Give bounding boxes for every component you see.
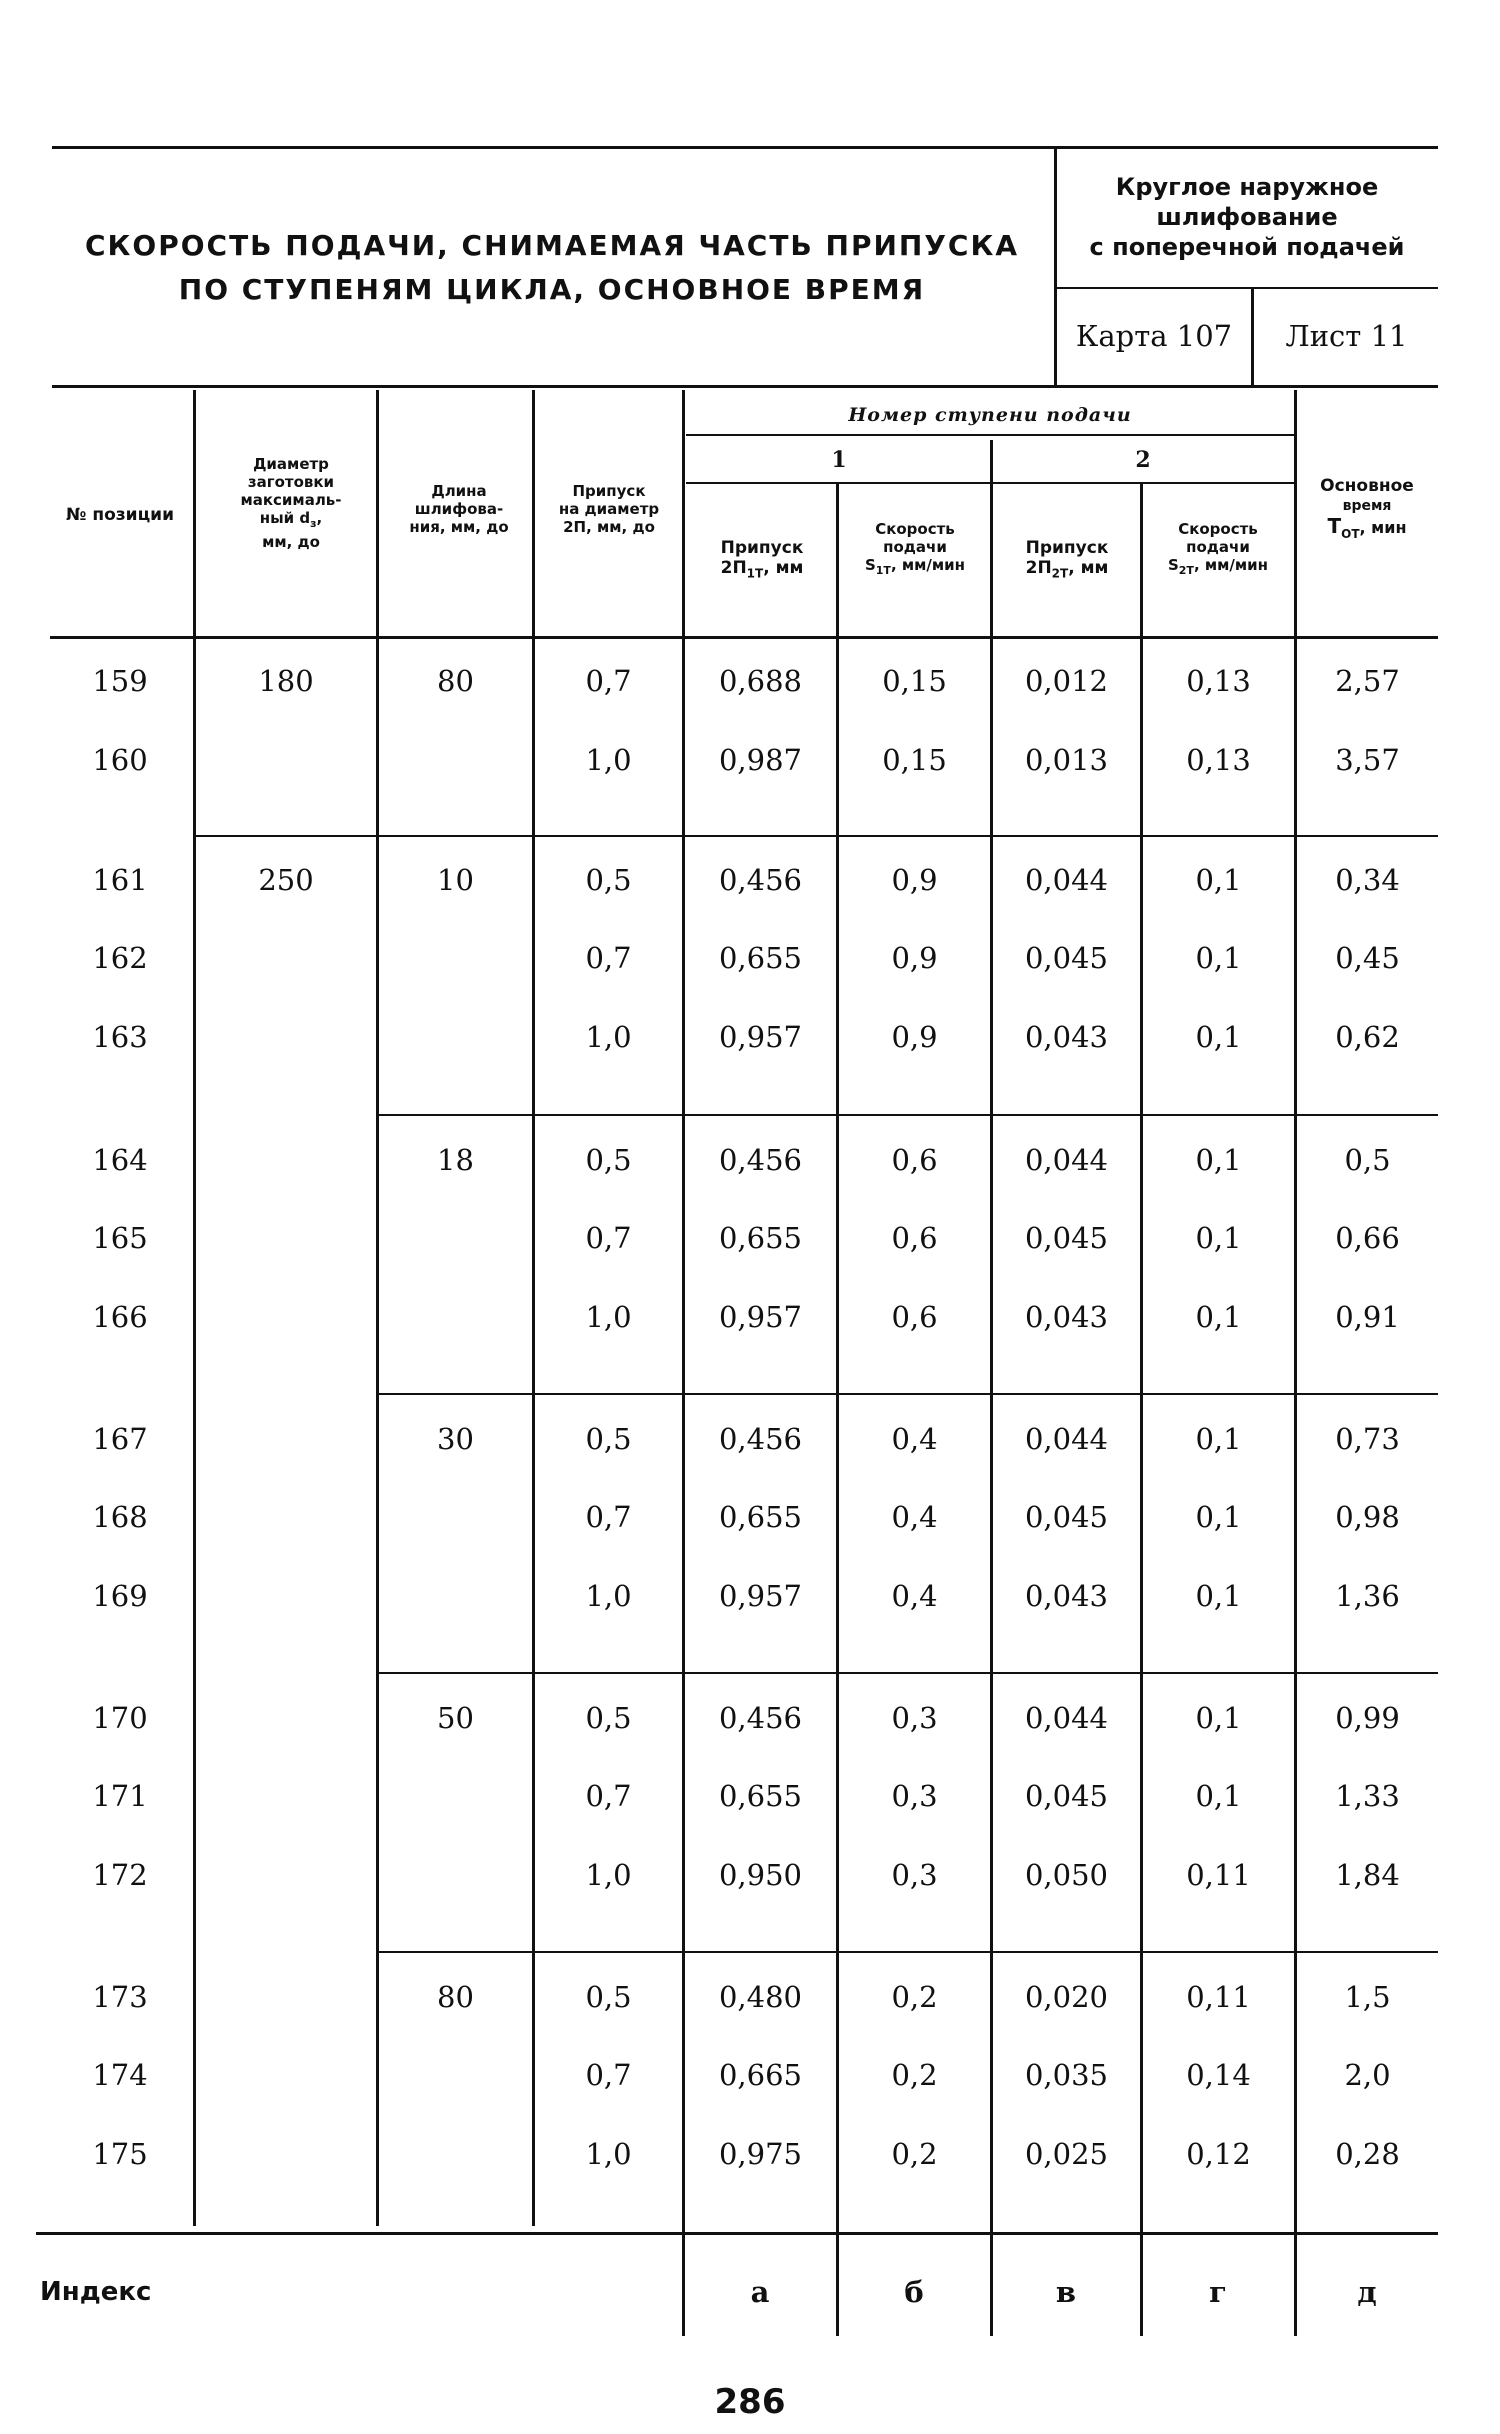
cell-pos: 165 <box>92 1221 148 1255</box>
cell-pos: 167 <box>92 1422 148 1456</box>
cell-d <box>196 1698 376 1738</box>
page-title <box>52 224 1052 312</box>
header-card-rule <box>1054 287 1438 289</box>
cell-s2: 0,1 <box>1195 1020 1242 1054</box>
cell-t: 0,28 <box>1335 2137 1400 2171</box>
cell-s2: 0,1 <box>1195 1300 1242 1334</box>
cell-p1: 0,456 <box>718 863 803 897</box>
cell-d <box>196 1855 376 1895</box>
cell-l <box>379 2055 532 2095</box>
cell-p2: 0,045 <box>1024 1500 1109 1534</box>
cell-d <box>196 2134 376 2174</box>
cell-l: 80 <box>437 1980 474 2014</box>
cell-l <box>379 1017 532 1057</box>
cell-l <box>379 740 532 780</box>
cell-s2: 0,12 <box>1186 2137 1251 2171</box>
cell-s1: 0,6 <box>891 1221 938 1255</box>
group-rule-173 <box>376 1951 1438 1953</box>
cell-a: 0,5 <box>585 1422 632 1456</box>
cell-s2: 0,11 <box>1186 1980 1251 2014</box>
cell-t: 0,99 <box>1335 1701 1400 1735</box>
cell-l <box>379 2134 532 2174</box>
group-rule-170 <box>376 1672 1438 1674</box>
cell-a: 0,5 <box>585 1980 632 2014</box>
cell-t: 3,57 <box>1335 743 1400 777</box>
cell-p1: 0,655 <box>718 1500 803 1534</box>
cell-a: 0,7 <box>585 664 632 698</box>
cell-d <box>196 1576 376 1616</box>
cell-s1: 0,2 <box>891 1980 938 2014</box>
cell-t: 0,98 <box>1335 1500 1400 1534</box>
cell-p1: 0,688 <box>718 664 803 698</box>
cell-p1: 0,456 <box>718 1143 803 1177</box>
header-bottom-rule <box>52 385 1438 388</box>
cell-d <box>196 1419 376 1459</box>
page-number: 286 <box>714 2382 786 2422</box>
cell-s2: 0,11 <box>1186 1858 1251 1892</box>
cell-p2: 0,045 <box>1024 941 1109 975</box>
cell-a: 0,7 <box>585 941 632 975</box>
cell-d <box>196 1497 376 1537</box>
cell-s1: 0,3 <box>891 1701 938 1735</box>
cell-t: 1,84 <box>1335 1858 1400 1892</box>
cell-d <box>196 1776 376 1816</box>
cell-t: 1,5 <box>1344 1980 1391 2014</box>
cell-a: 0,5 <box>585 1143 632 1177</box>
col-rule-6 <box>990 440 993 2336</box>
cell-s2: 0,1 <box>1195 941 1242 975</box>
cell-s1: 0,15 <box>882 664 947 698</box>
cell-p2: 0,045 <box>1024 1221 1109 1255</box>
cell-s1: 0,9 <box>891 1020 938 1054</box>
cell-pos: 170 <box>92 1701 148 1735</box>
cell-p2: 0,043 <box>1024 1579 1109 1613</box>
cell-t: 1,33 <box>1335 1779 1400 1813</box>
cell-pos: 173 <box>92 1980 148 2014</box>
cell-t: 0,34 <box>1335 863 1400 897</box>
cell-l <box>379 1218 532 1258</box>
cell-a: 1,0 <box>585 1020 632 1054</box>
col-time-header: Основное время $T_{ОТ}$, мин <box>1320 476 1414 541</box>
cell-d <box>196 938 376 978</box>
cell-pos: 162 <box>92 941 148 975</box>
cell-pos: 161 <box>92 863 148 897</box>
cell-p2: 0,044 <box>1024 1422 1109 1456</box>
col-length-header: Длина шлифова- ния, мм, до <box>409 482 509 536</box>
col-stage1-feed-header: Скорость подачи $S_{1Т}$, мм/мин <box>864 520 966 577</box>
cell-p1: 0,987 <box>718 743 803 777</box>
col-position-header: № позиции <box>65 505 174 525</box>
column-header-bottom-rule <box>50 636 1438 639</box>
cell-l <box>379 1297 532 1337</box>
col-stage1-allowance-header: Припуск $2П_{1Т}$, мм <box>720 538 804 581</box>
cell-p1: 0,480 <box>718 1980 803 2014</box>
cell-s1: 0,6 <box>891 1143 938 1177</box>
cell-d <box>196 1218 376 1258</box>
cell-a: 1,0 <box>585 743 632 777</box>
cell-s1: 0,9 <box>891 941 938 975</box>
cell-pos: 166 <box>92 1300 148 1334</box>
group-rule-167 <box>376 1393 1438 1395</box>
index-d: д <box>1357 2275 1377 2309</box>
cell-l: 30 <box>437 1422 474 1456</box>
cell-p2: 0,013 <box>1024 743 1109 777</box>
cell-s2: 0,13 <box>1186 743 1251 777</box>
cell-d <box>196 1017 376 1057</box>
cell-pos: 168 <box>92 1500 148 1534</box>
operation-label <box>1056 172 1438 262</box>
cell-t: 0,91 <box>1335 1300 1400 1334</box>
cell-a: 0,5 <box>585 863 632 897</box>
cell-p2: 0,044 <box>1024 863 1109 897</box>
col-stage2-allowance-header: Припуск $2П_{2Т}$, мм <box>1025 538 1109 581</box>
cell-pos: 169 <box>92 1579 148 1613</box>
cell-s1: 0,9 <box>891 863 938 897</box>
index-v: в <box>1055 2275 1077 2309</box>
index-b: б <box>904 2275 924 2309</box>
cell-pos: 174 <box>92 2058 148 2092</box>
cell-a: 0,7 <box>585 2058 632 2092</box>
operation-line-3: с поперечной подачей <box>1089 233 1405 261</box>
cell-l: 10 <box>437 863 474 897</box>
cell-s1: 0,4 <box>891 1579 938 1613</box>
cell-a: 0,7 <box>585 1221 632 1255</box>
cell-t: 0,62 <box>1335 1020 1400 1054</box>
cell-p2: 0,043 <box>1024 1020 1109 1054</box>
cell-a: 1,0 <box>585 2137 632 2171</box>
card-number: Карта 107 <box>1075 319 1233 353</box>
cell-d <box>196 2055 376 2095</box>
cell-p2: 0,044 <box>1024 1701 1109 1735</box>
stage-group-rule <box>686 434 1294 436</box>
index-rule <box>36 2232 1438 2235</box>
cell-p1: 0,975 <box>718 2137 803 2171</box>
cell-s1: 0,4 <box>891 1422 938 1456</box>
cell-s2: 0,1 <box>1195 863 1242 897</box>
cell-p2: 0,043 <box>1024 1300 1109 1334</box>
cell-t: 0,66 <box>1335 1221 1400 1255</box>
cell-a: 0,5 <box>585 1701 632 1735</box>
cell-l <box>379 1776 532 1816</box>
cell-p1: 0,655 <box>718 1221 803 1255</box>
cell-pos: 172 <box>92 1858 148 1892</box>
operation-line-1: Круглое наружное <box>1115 173 1379 201</box>
cell-t: 2,57 <box>1335 664 1400 698</box>
cell-t: 0,5 <box>1344 1143 1391 1177</box>
cell-p1: 0,456 <box>718 1701 803 1735</box>
cell-a: 1,0 <box>585 1300 632 1334</box>
cell-pos: 163 <box>92 1020 148 1054</box>
group-rule-164 <box>376 1114 1438 1116</box>
cell-a: 1,0 <box>585 1579 632 1613</box>
index-label: Индекс <box>40 2277 152 2307</box>
cell-s1: 0,2 <box>891 2137 938 2171</box>
cell-t: 0,73 <box>1335 1422 1400 1456</box>
cell-p1: 0,655 <box>718 941 803 975</box>
title-line-1: СКОРОСТЬ ПОДАЧИ, СНИМАЕМАЯ ЧАСТЬ ПРИПУСКА <box>84 229 1020 262</box>
cell-s1: 0,6 <box>891 1300 938 1334</box>
cell-pos: 171 <box>92 1779 148 1813</box>
cell-l: 18 <box>437 1143 474 1177</box>
cell-s2: 0,1 <box>1195 1500 1242 1534</box>
cell-s2: 0,13 <box>1186 664 1251 698</box>
index-g: г <box>1209 2275 1227 2309</box>
cell-d <box>196 1140 376 1180</box>
cell-t: 1,36 <box>1335 1579 1400 1613</box>
top-rule <box>52 146 1438 149</box>
cell-pos: 160 <box>92 743 148 777</box>
cell-s2: 0,1 <box>1195 1701 1242 1735</box>
col-allowance-header: Припуск на диаметр 2П, мм, до <box>558 482 660 536</box>
cell-p1: 0,957 <box>718 1579 803 1613</box>
cell-p2: 0,020 <box>1024 1980 1109 2014</box>
card-sheet-divider <box>1251 289 1254 385</box>
cell-p2: 0,025 <box>1024 2137 1109 2171</box>
stage-1-number: 1 <box>831 447 847 473</box>
cell-s1: 0,3 <box>891 1858 938 1892</box>
cell-t: 0,45 <box>1335 941 1400 975</box>
cell-d <box>196 1297 376 1337</box>
cell-p2: 0,045 <box>1024 1779 1109 1813</box>
cell-s1: 0,4 <box>891 1500 938 1534</box>
cell-p2: 0,050 <box>1024 1858 1109 1892</box>
cell-l <box>379 1497 532 1537</box>
cell-p2: 0,035 <box>1024 2058 1109 2092</box>
cell-pos: 159 <box>92 664 148 698</box>
cell-d <box>196 740 376 780</box>
cell-l <box>379 1576 532 1616</box>
cell-d: 180 <box>258 664 314 698</box>
cell-p1: 0,655 <box>718 1779 803 1813</box>
cell-s1: 0,3 <box>891 1779 938 1813</box>
cell-p2: 0,012 <box>1024 664 1109 698</box>
cell-a: 0,7 <box>585 1500 632 1534</box>
stage-2-number: 2 <box>1135 447 1151 473</box>
cell-p1: 0,950 <box>718 1858 803 1892</box>
cell-s1: 0,15 <box>882 743 947 777</box>
cell-t: 2,0 <box>1344 2058 1391 2092</box>
cell-p1: 0,665 <box>718 2058 803 2092</box>
cell-p1: 0,957 <box>718 1300 803 1334</box>
cell-a: 1,0 <box>585 1858 632 1892</box>
stage-group-header: Номер ступени подачи <box>848 404 1132 426</box>
cell-p2: 0,044 <box>1024 1143 1109 1177</box>
cell-l <box>379 938 532 978</box>
cell-pos: 164 <box>92 1143 148 1177</box>
cell-s2: 0,1 <box>1195 1422 1242 1456</box>
cell-d <box>196 1977 376 2017</box>
cell-s2: 0,1 <box>1195 1143 1242 1177</box>
cell-s2: 0,1 <box>1195 1221 1242 1255</box>
cell-d: 250 <box>258 863 314 897</box>
cell-pos: 175 <box>92 2137 148 2171</box>
col-stage2-feed-header: Скорость подачи $S_{2Т}$, мм/мин <box>1167 520 1269 577</box>
cell-l <box>379 1855 532 1895</box>
title-line-2: ПО СТУПЕНЯМ ЦИКЛА, ОСНОВНОЕ ВРЕМЯ <box>178 273 926 306</box>
cell-s1: 0,2 <box>891 2058 938 2092</box>
cell-p1: 0,456 <box>718 1422 803 1456</box>
sheet-number: Лист 11 <box>1285 319 1408 353</box>
cell-s2: 0,1 <box>1195 1579 1242 1613</box>
cell-a: 0,7 <box>585 1779 632 1813</box>
cell-s2: 0,1 <box>1195 1779 1242 1813</box>
cell-s2: 0,14 <box>1186 2058 1251 2092</box>
cell-l: 50 <box>437 1701 474 1735</box>
cell-l: 80 <box>437 664 474 698</box>
operation-line-2: шлифование <box>1156 203 1338 231</box>
col-diameter-header: Диаметр заготовки максималь- ный $d_з$, мм, до <box>240 455 342 551</box>
group-rule-161 <box>193 835 1438 837</box>
cell-p1: 0,957 <box>718 1020 803 1054</box>
index-a: а <box>750 2275 770 2309</box>
